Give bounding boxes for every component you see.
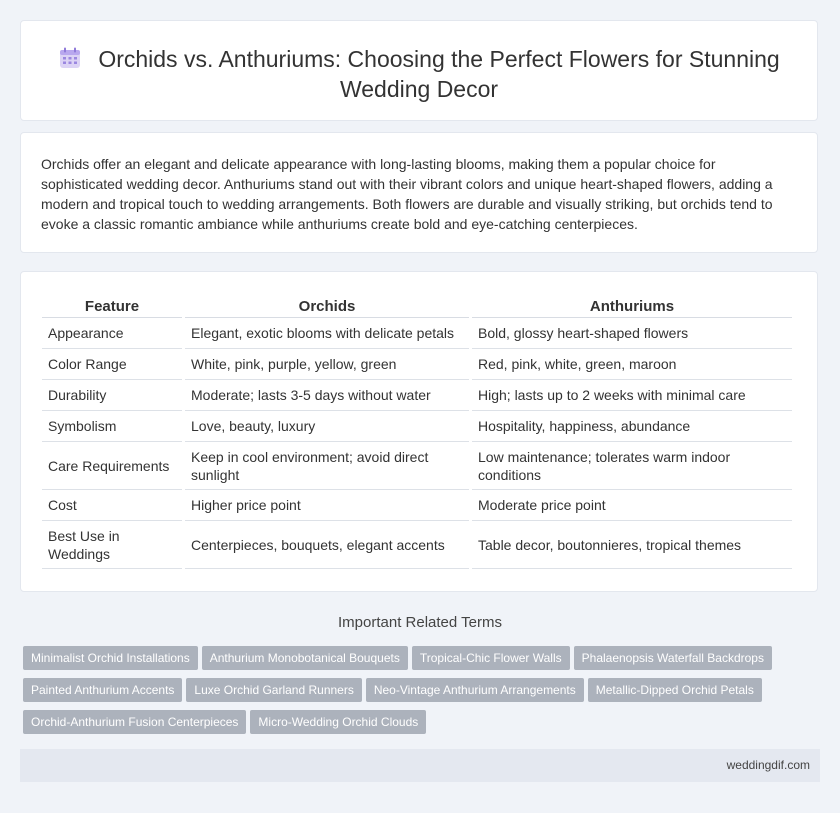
table-row: [42, 380, 792, 411]
table-cell: Moderate; lasts 3-5 days without water: [185, 380, 469, 411]
intro-card: [20, 132, 818, 253]
related-term-tag[interactable]: Minimalist Orchid Installations: [23, 646, 198, 670]
table-cell: Red, pink, white, green, maroon: [472, 349, 792, 380]
table-cell: Elegant, exotic blooms with delicate petals: [185, 318, 469, 349]
table-cell: Higher price point: [185, 490, 469, 521]
table-cell: Love, beauty, luxury: [185, 411, 469, 442]
table-cell: Table decor, boutonnieres, tropical themes: [472, 521, 792, 569]
related-term-tag[interactable]: Anthurium Monobotanical Bouquets: [202, 646, 408, 670]
footer: [20, 749, 820, 782]
related-term-tag[interactable]: Phalaenopsis Waterfall Backdrops: [574, 646, 772, 670]
related-term-tag[interactable]: Luxe Orchid Garland Runners: [186, 678, 361, 702]
table-cell: Hospitality, happiness, abundance: [472, 411, 792, 442]
comparison-card: [20, 271, 818, 592]
intro-text: Orchids offer an elegant and delicate appearance with long-lasting blooms, making them a popular choice for sophisticated wedding decor. Anthuriums stand out with their vibrant colors and unique heart-shaped flowers, adding a modern and tropical touch to wedding arrangements. Both flowers are durable and visually striking, but orchids tend to evoke a classic romantic ambiance while anthuriums create bold and eye-catching centerpieces.: [41, 156, 773, 232]
table-cell: Care Requirements: [42, 442, 182, 490]
related-term-tag[interactable]: Neo-Vintage Anthurium Arrangements: [366, 678, 584, 702]
table-cell: White, pink, purple, yellow, green: [185, 349, 469, 380]
related-term-tag[interactable]: Tropical-Chic Flower Walls: [412, 646, 570, 670]
table-cell: Color Range: [42, 349, 182, 380]
page-title-text: Orchids vs. Anthuriums: Choosing the Perfect Flowers for Stunning Wedding Decor: [98, 46, 780, 102]
table-cell: Appearance: [42, 318, 182, 349]
related-term-tag[interactable]: Orchid-Anthurium Fusion Centerpieces: [23, 710, 246, 734]
header-anthuriums: Anthuriums: [472, 296, 792, 318]
title-card: [20, 20, 818, 121]
table-header-row: [42, 296, 792, 318]
table-cell: Symbolism: [42, 411, 182, 442]
table-cell: Durability: [42, 380, 182, 411]
table-row: [42, 318, 792, 349]
table-row: [42, 521, 792, 569]
header-orchids: Orchids: [185, 296, 469, 318]
table-cell: Moderate price point: [472, 490, 792, 521]
calendar-icon: [58, 46, 82, 70]
footer-site[interactable]: weddingdif.com: [726, 758, 810, 772]
table-cell: Bold, glossy heart-shaped flowers: [472, 318, 792, 349]
header-feature: Feature: [42, 296, 182, 318]
table-cell: Keep in cool environment; avoid direct sunlight: [185, 442, 469, 490]
table-row: [42, 442, 792, 490]
table-cell: Best Use in Weddings: [42, 521, 182, 569]
related-terms-title: Important Related Terms: [338, 614, 502, 631]
table-cell: Centerpieces, bouquets, elegant accents: [185, 521, 469, 569]
related-term-tag[interactable]: Metallic-Dipped Orchid Petals: [588, 678, 762, 702]
comparison-table: [39, 296, 795, 569]
related-term-tag[interactable]: Micro-Wedding Orchid Clouds: [250, 710, 426, 734]
table-cell: Cost: [42, 490, 182, 521]
table-cell: Low maintenance; tolerates warm indoor conditions: [472, 442, 792, 490]
table-row: [42, 349, 792, 380]
table-cell: High; lasts up to 2 weeks with minimal care: [472, 380, 792, 411]
table-row: [42, 490, 792, 521]
related-terms-list: [23, 646, 823, 742]
page-title: [21, 44, 817, 104]
related-term-tag[interactable]: Painted Anthurium Accents: [23, 678, 182, 702]
table-row: [42, 411, 792, 442]
